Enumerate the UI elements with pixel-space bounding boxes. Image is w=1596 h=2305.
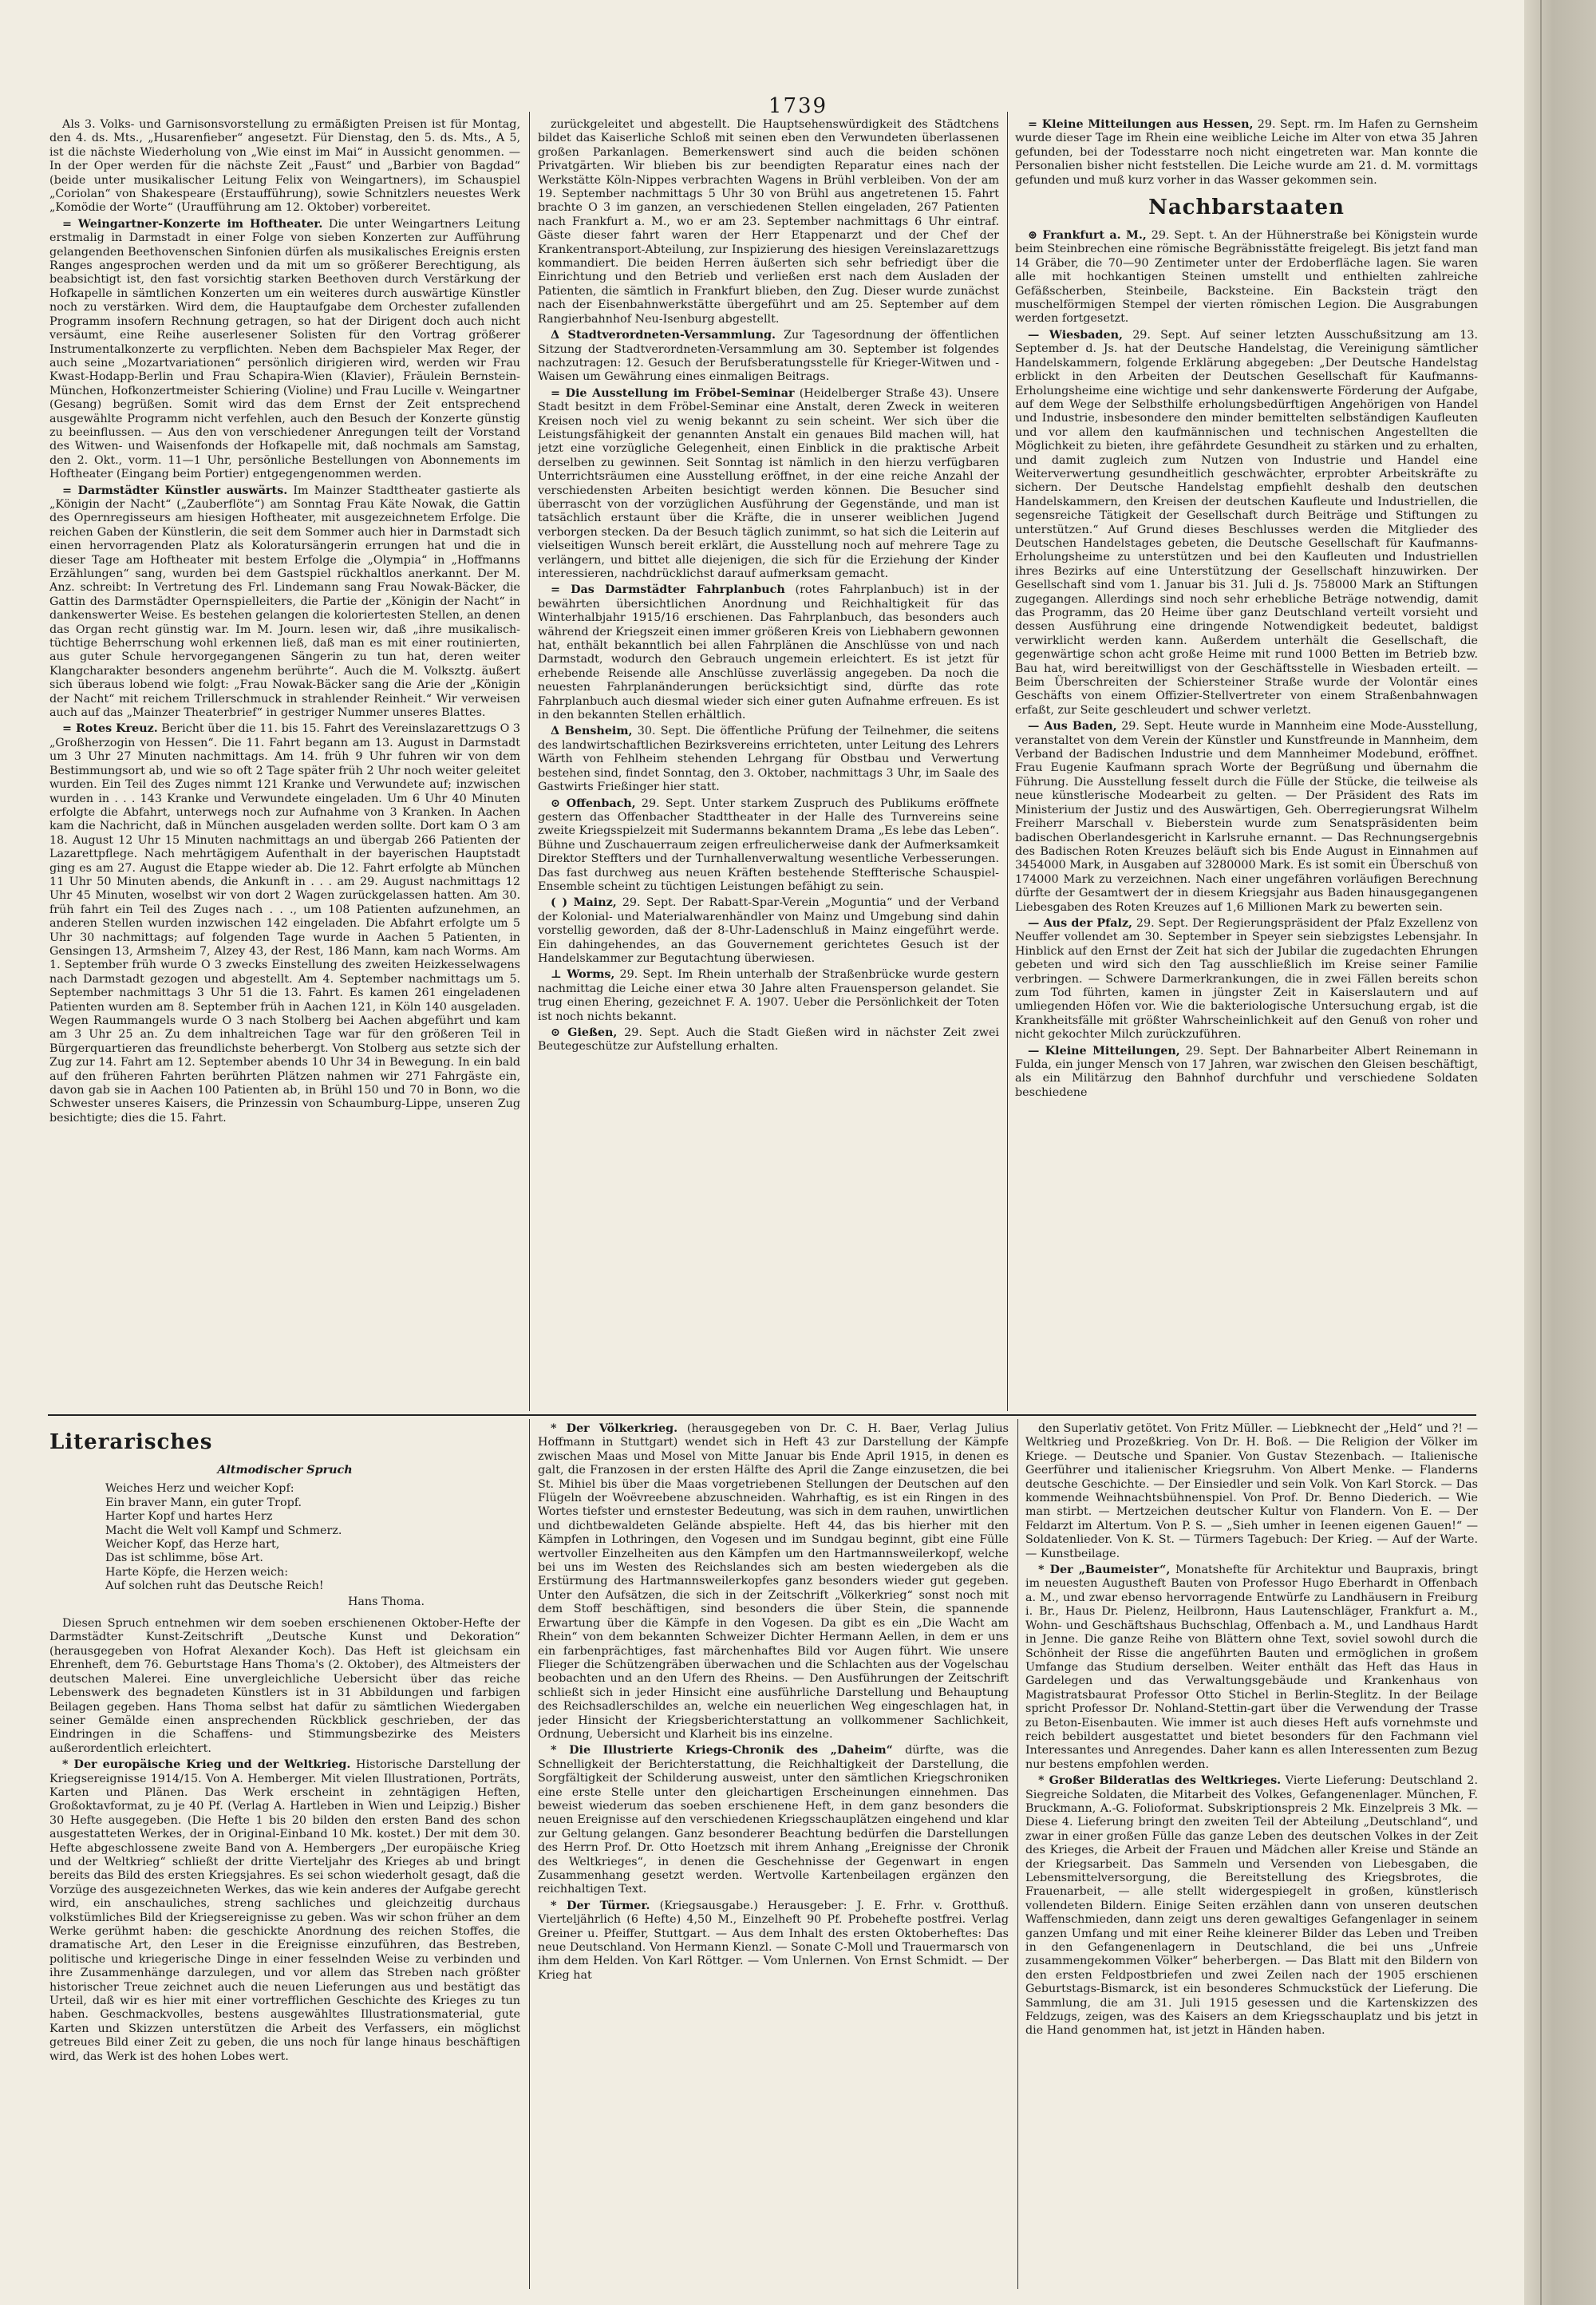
article-paragraph	[538, 1900, 1009, 1983]
article-headline: — Kleine Mitteilungen,	[1028, 1044, 1180, 1058]
article-headline: * Der Türmer.	[551, 1899, 650, 1912]
article-text: Die unter Weingartners Leitung erstmalig in Darmstadt in einer Folge von sieben Konzerten zur Aufführung gelangenden Beethovenschen Sinfonien dürfen als musikalisches Ereignis ersten Ranges angesprochen werden und da mit um so größerer Berechtigung, als beabsichtigt ist, den fast vorsichtig starken Beethoven durch Verstärkung der Hofkapelle in sämtlichen Konzerten um ein weiteres durch auswärtige Künstler noch zu verstärken. Wird dem, die Hauptaufgabe dem Orchester zufallenden Programm insofern Rechnung getragen, so hat der Dirigent doch auch nicht versäumt, eine Reihe auserlesener Solisten für den Vortrag größerer Instrumentalkonzerte zu verpflichten. Neben dem Bachspieler Max Reger, der auch seine „Mozartvariationen“ persönlich dirigieren wird, werden wir Frau Kwast-Hodapp-Berlin und Frau Schapira-Wien (Klavier), Fräulein Bernstein-München, Hofkonzertmeister Schiering (Violine) und Frau Lucille v. Weingartner (Gesang) begrüßen. Somit wird das dem Ernst der Zeit entsprechend ausgewählte Programm nicht verfehlen, auch den Besuch der Konzerte günstig zu beeinflussen. — Aus den von verschiedener Anregungen teilt der Vorstand des Witwen- und Waisenfonds der Hofkapelle mit, daß nochmals am Samstag, den 2. Okt., vorm. 11—1 Uhr, persönliche Bestellungen von Abonnements im Hoftheater (Eingang beim Portier) entgegengenommen werden.	[49, 217, 520, 481]
article-paragraph	[1015, 329, 1478, 718]
article-text: dürfte, was die Schnelligkeit der Berichterstattung, die Reichhaltigkeit der Darstellung, die Sorgfältigkeit der Schilderung ausweist, unter den sämtlichen Kriegschroniken eine erste Stelle unter den gleichartigen Erscheinungen einnehmen. Das beweist wiederum das soeben erschienene Heft, in dem ganz besonders die neuen Ereignisse auf den verschiedenen Kriegsschauplätzen eingehend und klar zur Geltung gelangen. Ganz besonderer Beachtung bedürfen die Darstellungen des Herrn Prof. Dr. Otto Hoetzsch mit ihrem Anhang „Ereignisse der Chronik des Weltkrieges“, in denen die Geschehnisse der Gegenwart in engen Zusammenhang gesetzt werden. Wertvolle Kartenbeilagen ergänzen den reichhaltigen Text.	[538, 1744, 1009, 1896]
article-text: Zur Tagesordnung der öffentlichen Sitzung der Stadtverordneten-Versammlung am 30. September ist folgendes nachzutragen: 12. Gesuch der Berufsberatungsstelle für Krieger-Witwen und -Waisen um Gewährung eines einmaligen Beitrags.	[538, 329, 999, 384]
article-headline: Δ Bensheim,	[551, 725, 633, 738]
poem-line: Das ist schlimme, böse Art.	[105, 1552, 263, 1565]
poem-line: Weicher Kopf, das Herze hart,	[105, 1538, 280, 1552]
column-1	[49, 118, 520, 1411]
article-headline: = Kleine Mitteilungen aus Hessen,	[1028, 118, 1254, 131]
article-paragraph	[49, 118, 520, 215]
article-paragraph	[1025, 1564, 1478, 1772]
article-text: Monatshefte für Architektur und Baupraxis, bringt im neuesten Augustheft Bauten von Professor Hugo Eberhardt in Offenbach a. M., und zwar ebenso hervorragende Entwürfe zu Landhäusern in Freiburg i. Br., Haus Dr. Pielenz, Heilbronn, Haus Lautenschläger, Frankfurt a. M., Wohn- und Geschäftshaus Buchschlag, Offenbach a. M., und Landhaus Hardt in Jenne. Die ganze Reihe von Blättern ohne Text, soviel sowohl durch die Schönheit der Risse die angeführten Bauten und ermöglichen in großem Umfange das Studium derselben. Weiter enthält das Heft das Haus in Gardelegen und das Verwaltungsgebäude und Krankenhaus von Magistratsbaurat Professor Otto Stichel in Berlin-Steglitz. In der Beilage spricht Professor Dr. Nohland-Stettin-gart über die Verwendung der Trasse zu Beton-Eisenbauten. Wie immer ist auch dieses Heft aufs vornehmste und reich bebildert ausgestattet und bietet besonders für den Fachmann viel Interessantes und Anregendes. Daher kann es allen Interessenten zum Bezug nur bestens empfohlen werden.	[1025, 1564, 1478, 1771]
article-headline: * Großer Bilderatlas des Weltkrieges.	[1038, 1774, 1282, 1788]
article-text: zurückgeleitet und abgestellt. Die Hauptsehenswürdigkeit des Städtchens bildet das Kaiserliche Schloß mit seinen eben den Verwundeten überlassenen großen Parkanlagen. Bemerkenswert sind auch die beiden schönen Privatgärten. Wir blieben bis zur beendigten Reparatur eines nach der Werkstätte Köln-Nippes verbrachten Wagens in Brühl verbleiben. Von der am 19. September nachmittags 5 Uhr 30 von Brühl aus angetretenen 15. Fahrt brachte O 3 im ganzen, an verschiedenen Stellen eingeladen, 267 Patienten nach Frankfurt a. M., wo er am 23. September nachmittags 6 Uhr eintraf. Gäste dieser fahrt waren der Herr Etappenarzt und der Chef der Krankentransport-Abteilung, zur Inspizierung des hiesigen Vereinslazarettzugs kommandiert. Die beiden Herren äußerten sich sehr befriedigt über die Einrichtung und den Betrieb und verließen erst nach dem Ausladen der Patienten, die sämtlich in Frankfurt blieben, den Zug. Dieser wurde zunächst nach der Eisenbahnwerkstätte übergeführt und am 25. September auf dem Rangierbahnhof Neu-Isenburg abgestellt.	[538, 118, 999, 326]
article-text: 29. Sept. Der Bahnarbeiter Albert Reinemann in Fulda, ein junger Mensch von 17 Jahren, war zwischen den Gleisen beschäftigt, als ein Militärzug den Bahnhof durchfuhr und verschiedene Soldaten beschiedene	[1015, 1044, 1478, 1099]
article-headline: = Darmstädter Künstler auswärts.	[62, 484, 288, 497]
article-paragraph	[538, 329, 999, 385]
article-text: 29. Sept. t. An der Hühnerstraße bei Königstein wurde beim Steinbrechen eine römische Begräbnisstätte freigelegt. Bis jetzt fand man 14 Gräber, die 70—90 Zentimeter unter der Erdoberfläche lagen. Sie waren alle mit hochkantigen Steinen umstellt und enthielten zahlreiche Gefäßscherben, Steinbeile, Backsteine. Ein Backstein trägt den muschelförmigen Stempel der vierten römischen Legion. Die Ausgrabungen werden fortgesetzt.	[1015, 229, 1478, 326]
article-paragraph	[49, 218, 520, 482]
lower-column-3	[1025, 1422, 1478, 2292]
article-paragraph	[1015, 1045, 1478, 1101]
article-headline: * Der europäische Krieg und der Weltkrieg.	[62, 1758, 351, 1772]
article-headline: ⊙ Offenbach,	[551, 797, 636, 810]
poem-line: Ein braver Mann, ein guter Tropf.	[105, 1496, 302, 1509]
article-text: (Kriegsausgabe.) Herausgeber: J. E. Frhr. v. Grotthuß. Vierteljährlich (6 Hefte) 4,50 M., Einzelheft 90 Pf. Probehefte postfrei. Verlag Greiner u. Pfeiffer, Stuttgart. — Aus dem Inhalt des ersten Oktoberheftes: Das neue Deutschland. Von Hermann Kienzl. — Sonate C-Moll und Trauermarsch von ihm dem Helden. Von Karl Röttger. — Vom Unlernen. Von Ernst Schmidt. — Der Krieg hat	[538, 1899, 1009, 1982]
article-paragraph	[1015, 720, 1478, 915]
column-rule	[1007, 112, 1008, 1411]
article-text: 29. Sept. Der Regierungspräsident der Pfalz Exzellenz von Neuffer vollendet am 30. September in Speyer sein siebzigstes Lebensjahr. In Hinblick auf den Ernst der Zeit hat sich der Jubilar die zugedachten Ehrungen gebeten und wird sich den Tag ausschließlich im Kreise seiner Familie verbringen. — Schwere Darmerkrankungen, die in zwei Fällen bereits schon zum Tod führten, kamen in jüngster Zeit in Kaiserslautern und auf umliegenden Höfen vor. Wie die bakteriologische Untersuchung ergab, ist die Krankheitsfälle mit größter Wahrscheinlichkeit auf den Genuß von roher und nicht gekochter Milch zurückzuführen.	[1015, 916, 1478, 1042]
page-number: 1739	[768, 94, 828, 118]
article-headline: Δ Stadtverordneten-Versammlung.	[551, 329, 776, 342]
article-text: 29. Sept. Der Rabatt-Spar-Verein „Moguntia“ und der Verband der Kolonial- und Materialwarenhändler von Mainz und Umgebung sind dahin vorstellig geworden, daß der 8-Uhr-Ladenschluß in Mainz eingeführt werde. Ein dahingehendes, an das Gouvernement gerichtetes Gesuch ist der Handelskammer zur Begutachtung überwiesen.	[538, 896, 999, 965]
article-text: den Superlativ getötet. Von Fritz Müller. — Liebknecht der „Held“ und ?! — Weltkrieg und Prozeßkrieg. Von Dr. H. Boß. — Die Religion der Völker im Kriege. — Deutsche und Spanier. Von Gustav Stezenbach. — Italienische Geerführer und italienischer Kriegsruhm. Von Albert Menke. — Flanderns deutsche Geschichte. — Der Einsiedler und sein Volk. Von Karl Storck. — Das kommende Weihnachtsbühnenspiel. Von Prof. Dr. Benno Diederich. — Wie man stirbt. — Mertzeichen deutscher Kultur von Flandern. Von E. — Der Feldarzt im Altertum. Von P. S. — „Sieh umher in Ieenen eigenen Gauen!“ — Soldatenlieder. Von K. St. — Türmers Tagebuch: Der Krieg. — Auf der Warte. — Kunstbeilage.	[1025, 1422, 1478, 1560]
article-paragraph	[538, 118, 999, 326]
section-title-literarisches: Literarisches	[49, 1430, 213, 1454]
article-text: (rotes Fahrplanbuch) ist in der bewährten übersichtlichen Anordnung und Reichhaltigkeit für das Winterhalbjahr 1915/16 erschienen. Das Fahrplanbuch, das besonders auch während der Kriegszeit einen immer größeren Kreis von Liebhabern gewonnen hat, enthält bekanntlich bei allen Fahrplänen die Anschlüsse von und nach Darmstadt, wodurch den Gebrauch ungemein erleichtert. Es ist jetzt für erhebende Reisende alle Anschlüsse zuverlässig angegeben. Da noch die neuesten Fahrplanänderungen berücksichtigt sind, dürfte das rote Fahrplanbuch auch diesmal wieder sich einer guten Aufnahme erfreuen. Es ist in den bekannten Stellen erhältlich.	[538, 583, 999, 722]
lower-column-2	[538, 1422, 1009, 2292]
article-paragraph	[49, 722, 520, 1125]
poem-line: Macht die Welt voll Kampf und Schmerz.	[105, 1524, 342, 1537]
article-headline: * Der „Baumeister“,	[1038, 1564, 1171, 1577]
article-paragraph	[1015, 118, 1478, 188]
article-text: (herausgegeben von Dr. C. H. Baer, Verlag Julius Hoffmann in Stuttgart) wendet sich in Heft 43 zur Darstellung der Kämpfe zwischen Maas und Mosel von Mitte Januar bis Ende April 1915, in denen es galt, die Franzosen in der ersten Hälfte des April die Zange einzusetzen, die bei St. Mihiel bis über die Maas vorgetriebenen Stellungen der Deutschen auf den Flügeln der Woëvreebene abzuschneiden. Wahrhaftig, es ist ein Ringen in des Wortes tiefster und ernstester Bedeutung, was sich in dem rauhen, unwirtlichen und dichtbewaldeten Gelände abspielte. Heft 44, das bis hierher mit den Kämpfen in Lothringen, den Vogesen und im Sundgau beginnt, gibt eine Fülle wertvoller Einzelheiten aus den Kämpfen um den Hartmannsweilerkopf, welche bei uns im Westen des Reichslandes sich am besten wiedergeben als die Erstürmung des Hartmannsweilerkopfes ganz besonders wieder gut gegeben. Unter den Aufsätzen, die sich in der Zeitschrift „Völkerkrieg“ sonst noch mit dem Stoff beschäftigen, sind besonders die über Stein, die spannende Erwartung über die Kämpfe in den Vogesen. Da gibt es ein „Die Wacht am Rhein“ von dem bekannten Schweizer Dichter Hermann Aellen, in dem er uns ein farbenprächtiges, fast märchenhaftes Bild vor Augen führt. Wie unsere Flieger die Schützengräben überwachen und die Schlachten aus der Vogelschau beobachten und an den Ufern des Rheins. — Den Ausführungen der Zeitschrift schließt sich in jeder Hinsicht eine ausführliche Darstellung und Behauptung des Reichsadlerschildes an, welche ein neuerlichen Weg eingeschlagen hat, in jeder Hinsicht der Kriegsberichterstattung an vollkommener Sachlichkeit, Ordnung, Uebersicht und Klarheit bis ins einzelne.	[538, 1422, 1009, 1741]
article-paragraph	[538, 797, 999, 895]
article-text: Vierte Lieferung: Deutschland 2. Siegreiche Soldaten, die Mitarbeit des Volkes, Gefangenenlager. München, F. Bruckmann, A.-G. Folioformat. Subskriptionspreis 2 Mk. Einzelpreis 3 Mk. — Diese 4. Lieferung bringt den zweiten Teil der Abteilung „Deutschland“, und zwar in einer großen Fülle das ganze Leben des deutschen Volkes in der Zeit des Krieges, die Arbeit der Frauen und Mädchen aller Kreise und Stände an der Kriegsarbeit. Das Sammeln und Versenden von Liebesgaben, die Lebensmittelversorgung, die Bereitstellung des Kriegsbrotes, die Frauenarbeit, — alle stellt widergespiegelt in großen, künstlerisch vollendeten Bildern. Einige Seiten erzählen dann von unseren deutschen Waffenschmieden, dann zeigt uns deren gewaltiges Gefangenlager in seinem ganzen Umfang und mit einer Reihe kleinerer Bilder das Leben und Treiben in den Gefangenenlagern in Deutschland, die bei uns „Unfreie zusammengekommen Völker“ beherbergen. — Das Blatt mit den Bildern von den ersten Feldpostbriefen und zwei Zeilen nach der 1905 erschienen Geburtstags-Bismarck, ist ein besonderes Schmuckstück der Lieferung. Die Sammlung, die am 31. Juli 1915 gesessen und die Kartenskizzen des Feldzugs, zeigen, was des Kaisers an dem Kriegsschauplatz und bis jetzt in die Hand genommen hat, ist jetzt in Händen haben.	[1025, 1774, 1478, 2038]
article-headline: * Die Illustrierte Kriegs-Chronik des „Daheim“	[551, 1744, 893, 1757]
column-rule	[529, 1419, 530, 2289]
poem-line: Weiches Herz und weicher Kopf:	[105, 1482, 294, 1496]
article-paragraph	[1015, 229, 1478, 326]
article-headline: ⊥ Worms,	[551, 968, 615, 982]
article-paragraph	[1025, 1422, 1478, 1561]
article-paragraph	[538, 968, 999, 1024]
article-headline: = Rotes Kreuz.	[62, 722, 158, 736]
article-headline: * Der Völkerkrieg.	[551, 1422, 678, 1435]
article-paragraph	[538, 1026, 999, 1054]
column-3	[1015, 118, 1478, 1411]
article-text: Historische Darstellung der Kriegsereignisse 1914/15. Von A. Hemberger. Mit vielen Illustrationen, Porträts, Karten und Plänen. Das Werk erscheint in zehntägigen Heften, Großoktavformat, zu je 40 Pf. (Verlag A. Hartleben in Wien und Leipzig.) Bisher 30 Hefte ausgegeben. (Die Hefte 1 bis 20 bilden den ersten Band des schon ausgestatteten Werkes, der in Original-Einband 10 Mk. kostet.) Der mit dem 30. Hefte abgeschlossene zweite Band von A. Hembergers „Der europäische Krieg und der Weltkrieg“ schließt der dritte Vierteljahr des Krieges ab und bringt bereits das Bild des ersten Kriegsjahres. Es sei schon wiederholt gesagt, daß die Vorzüge des ausgezeichneten Werkes, das wie kein anderes der Aufgabe gerecht wird, ein anschauliches, streng sachliches und gleichzeitig durchaus volkstümliches Bild der Kriegsereignisse zu geben. Was wir schon früher an dem Werke gerühmt haben: die geschickte Anordnung des reichen Stoffes, die dramatische Art, den Leser in die Ereignisse einzuführen, das Bestreben, politische und kriegerische Dinge in einer fesselnden Weise zu verbinden und ihre Zusammenhänge darzulegen, und vor allem das Streben nach größter historischer Treue zeichnet auch die neuen Lieferungen aus und bestätigt das Urteil, daß wir es hier mit einer vortrefflichen Geschichte des Krieges zu tun haben. Geschmackvolles, bestens ausgewähltes Illustrationsmaterial, gute Karten und Skizzen unterstützen die Arbeit des Verfassers, ein möglichst getreues Bild einer Zeit zu geben, die uns noch für lange hinaus beschäftigen wird, das Werk ist des hohen Lobes wert.	[49, 1758, 520, 2063]
article-paragraph	[538, 896, 999, 966]
column-rule	[529, 112, 530, 1411]
poem	[49, 1482, 520, 1593]
article-headline: ⊛ Frankfurt a. M.,	[1028, 229, 1147, 243]
article-headline: — Wiesbaden,	[1028, 328, 1124, 342]
lower-column-1	[49, 1422, 520, 2292]
article-text: (Heidelberger Straße 43). Unsere Stadt besitzt in dem Fröbel-Seminar eine Anstalt, deren Zweck in weiteren Kreisen noch viel zu wenig bekannt zu sein scheint. Wer sich über die Leistungsfähigkeit der genannten Anstalt ein genaues Bild machen will, hat jetzt eine vorzügliche Gelegenheit, einen Einblick in die praktische Arbeit derselben zu gewinnen. Seit Sonntag ist nämlich in den hierzu verfügbaren Unterrichtsräumen eine Ausstellung eröffnet, in der eine reiche Anzahl der verschiedensten Arbeiten besichtigt werden können. Die Besucher sind überrascht von der vorzüglichen Ausführung der Gegenstände, und man ist tatsächlich erstaunt über die Kräfte, die in unserer weiblichen Jugend verborgen stecken. Da der Besuch täglich zunimmt, so hat sich die Leiterin auf vielseitigen Wunsch bereit erklärt, die Ausstellung noch auf mehrere Tage zu verlängern, und bittet alle diejenigen, die sich für die Erziehung der Kinder interessieren, nachdrücklichst darauf aufmerksam gemacht.	[538, 386, 999, 580]
poem-author: Hans Thoma.	[347, 1595, 425, 1608]
article-paragraph	[538, 1744, 1009, 1896]
poem-line: Harte Köpfe, die Herzen weich:	[105, 1565, 289, 1579]
article-text: 30. Sept. Die öffentliche Prüfung der Teilnehmer, die seitens des landwirtschaftlichen Bezirksvereins errichteten, unter Leitung des Lehrers Wärth von Fehlheim stehenden Lehrgang für Obstbau und Verwertung bestehen sind, findet Sonntag, den 3. Oktober, nachmittags 3 Uhr, im Saale des Gastwirts Frießinger hier statt.	[538, 725, 999, 794]
article-paragraph	[1025, 1774, 1478, 2038]
article-text: 29. Sept. Heute wurde in Mannheim eine Mode-Ausstellung, veranstaltet von dem Verein der Künstler und Kunstfreunde in Mannheim, dem Verband der Badischen Industrie und dem Mannheimer Modebund, eröffnet. Frau Eugenie Kaufmann sprach Worte der Begrüßung und übernahm die Führung. Die Ausstellung fesselt durch die Fülle der Stücke, die teilweise als neue künstlerische Modearbeit zu gelten. — Der Präsident des Rats im Ministerium der Justiz und des Auswärtigen, Geh. Oberregierungsrat Wilhelm Freiherr Marschall v. Bieberstein wurde zum Senatspräsidenten beim badischen Oberlandesgericht in Karlsruhe ernannt. — Das Rechnungsergebnis des Badischen Roten Kreuzes beläuft sich bis Ende August in Einnahmen auf 3454000 Mark, in Ausgaben auf 3280000 Mark. Es ist somit ein Überschuß von 174000 Mark zu verzeichnen. Nach einer ungefähren vorläufigen Berechnung dürfte der Gesamtwert der in diesem Kriegsjahr aus Baden hinausgegangenen Liebesgaben des Roten Kreuzes auf 1,6 Millionen Mark zu bewerten sein.	[1015, 720, 1478, 914]
section-rule	[48, 1414, 1476, 1416]
article-headline: — Aus der Pfalz,	[1028, 916, 1133, 930]
article-paragraph	[49, 1617, 520, 1756]
article-paragraph	[538, 387, 999, 582]
article-headline: ( ) Mainz,	[551, 896, 617, 910]
article-text: 29. Sept. Im Rhein unterhalb der Straßenbrücke wurde gestern nachmittag die Leiche einer etwa 30 Jahre alten Frauensperson gelandet. Sie trug einen Ehering, gezeichnet F. A. 1907. Ueber die Persönlichkeit der Toten ist noch nichts bekannt.	[538, 968, 999, 1023]
article-paragraph	[538, 725, 999, 794]
article-text: 29. Sept. rm. Im Hafen zu Gernsheim wurde dieser Tage im Rhein eine weibliche Leiche im Alter von etwa 35 Jahren gefunden, bei der Todesstarre noch nicht eingetreten war. Man konnte die Personalien bisher nicht feststellen. Die Leiche wurde am 21. d. M. vormittags gefunden und muß kurz vorher in das Wasser gekommen sein.	[1015, 118, 1478, 187]
article-paragraph	[538, 583, 999, 722]
article-text: 29. Sept. Auch die Stadt Gießen wird in nächster Zeit zwei Beutegeschütze zur Aufstellung erhalten.	[538, 1026, 999, 1054]
article-text: Im Mainzer Stadttheater gastierte als „Königin der Nacht“ („Zauberflöte“) am Sonntag Frau Käte Nowak, die Gattin des Opernregisseurs am hiesigen Hoftheater, mit ausgezeichnetem Erfolge. Die reichen Gaben der Künstlerin, die seit dem Sommer auch hier in Darmstadt sich einen hervorragenden Platz als Koloratursängerin errungen hat und die in dieser Tage am Hoftheater mit bestem Erfolge die „Olympia“ in „Hoffmanns Erzählungen“ sang, wurden bei dem Gastspiel rückhaltlos anerkannt. Der M. Anz. schreibt: In Vertretung des Frl. Lindemann sang Frau Nowak-Bäcker, die Gattin des Darmstädter Opernspielleiters, die Partie der „Königin der Nacht“ in dankenswerter Weise. Es bestehen gelangen die koloriertesten Stellen, an denen das Organ recht günstig war. Im M. Journ. lesen wir, daß „ihre musikalisch-tüchtige Beherrschung wohl erkennen ließ, daß man es mit einer routinierten, aus guter Schule hervorgegangenen Sängerin zu tun hat, deren weiter Klangcharakter besonders angenehm berührte“. Auch die M. Volksztg. äußert sich überaus lobend wie folgt: „Frau Nowak-Bäcker sang die Arie der „Königin der Nacht“ mit reichem Trillerschmuck in strahlender Reinheit.“ Wir verweisen auch auf das „Mainzer Theaterbrief“ in gestriger Nummer unseres Blattes.	[49, 484, 520, 720]
article-text: 29. Sept. Unter starkem Zuspruch des Publikums eröffnete gestern das Offenbacher Stadttheater in der Halle des Turnvereins seine zweite Kriegsspielzeit mit Sudermanns bekanntem Drama „Es lebe das Leben“. Bühne und Zuschauerraum zeigen erfreulicherweise dank der Aufmerksamkeit Direktor Steffters und der Turnhallenverwaltung wesentliche Verbesserungen. Das fast durchweg aus neuen Kräften bestehende Steffterische Schauspiel-Ensemble scheint zu tüchtigen Leistungen befähigt zu sein.	[538, 797, 999, 893]
article-text: Als 3. Volks- und Garnisonsvorstellung zu ermäßigten Preisen ist für Montag, den 4. ds. Mts., „Husarenfieber“ angesetzt. Für Dienstag, den 5. ds. Mts., A 5, ist die nächste Wiederholung von „Wie einst im Mai“ in Aussicht genommen. — In der Oper werden für die nächste Zeit „Faust“ und „Barbier von Bagdad“ (beide unter musikalischer Leitung Felix von Weingartners), im Schauspiel „Coriolan“ von Shakespeare (Erstaufführung), sowie Schnitzlers neuestes Werk „Komödie der Worte“ (Uraufführung am 12. Oktober) vorbereitet.	[49, 118, 520, 215]
article-headline: ⊙ Gießen,	[551, 1026, 618, 1039]
poem-title: Altmodischer Spruch	[217, 1464, 353, 1477]
article-headline: = Weingartner-Konzerte im Hoftheater.	[62, 217, 323, 231]
article-headline: = Das Darmstädter Fahrplanbuch	[551, 583, 785, 597]
article-text: Bericht über die 11. bis 15. Fahrt des Vereinslazarettzugs O 3 „Großherzogin von Hessen“. Die 11. Fahrt begann am 13. August in Darmstadt um 3 Uhr 27 Minuten nachmittags. Am 14. früh 9 Uhr fuhren wir von dem Bestimmungsort ab, und wie so oft 2 Tage später früh 2 Uhr noch weiter geleitet wurden. Ein Teil des Zuges nimmt 121 Kranke und Verwundete auf; inzwischen wurden in . . . 143 Kranke und Verwundete eingeladen. Um 6 Uhr 40 Minuten erfolgte die Abfahrt, unterwegs noch zur Aufnahme von 3 Kranken. In Aachen kam die Nachricht, daß in München ausgeladen werden sollte. Dort kam O 3 am 18. August 12 Uhr 15 Minuten nachmittags an und übergab 266 Patienten der Lazarettpflege. Nach mehrtägigem Aufenthalt in der bayerischen Hauptstadt ging es am 27. August die Etappe wieder ab. Die 12. Fahrt erfolgte ab München 11 Uhr 50 Minuten abends, die Ankunft in . . . am 29. August nachmittags 12 Uhr 45 Minuten, woselbst wir von dort 2 Wagen zurückgelassen hatten. Am 30. früh fahrt ein Teil des Zuges nach . . ., um 108 Patienten aufzunehmen, an anderen Stellen wurden inzwischen 142 eingeladen. Die Abfahrt erfolgte um 5 Uhr 30 nachmittags; auf folgenden Tage wurde in Aachen 5 Patienten, in Gensingen 13, Armsheim 7, Alzey 43, der Rest, 186 Mann, kam nach Worms. Am 1. September früh wurde O 3 zwecks Einstellung des zweiten Heizkesselwagens nach Darmstadt gezogen und abgestellt. Am 4. September nachmittags um 5. September nachmittags 3 Uhr 51 die 13. Fahrt. Es kamen 261 eingeladenen Patienten wurden am 8. September früh in Aachen 121, in Köln 140 ausgeladen. Wegen Raummangels wurde O 3 nach Stolberg bei Aachen abgeführt und kam am 3 Uhr 25 an. Zu dem inhaltreichen Tage war für den größeren Teil in Bürgerquartieren das freundlichste beherbergt. Von Stolberg aus setzte sich der Zug zur 14. Fahrt am 12. September abends 10 Uhr 34 in Bewegung. In ein bald auf den früheren Fahrten berührten Plätzen nahmen wir 271 Fahrgäste ein, davon gab sie in Aachen 100 Patienten ab, in Brühl 150 und 70 in Bonn, wo die Schwester unseres Kaisers, die Prinzessin von Schaumburg-Lippe, unseren Zug besichtigte; dies die 15. Fahrt.	[49, 722, 520, 1125]
article-paragraph	[1015, 917, 1478, 1042]
article-paragraph	[49, 484, 520, 721]
article-text: Diesen Spruch entnehmen wir dem soeben erschienenen Oktober-Hefte der Darmstädter Kunst-Zeitschrift „Deutsche Kunst und Dekoration“ (herausgegeben von Hofrat Alexander Koch). Das Heft ist gleichsam ein Ehrenheft, dem 76. Geburtstage Hans Thoma's (2. Oktober), des Altmeisters der deutschen Malerei. Eine unvergleichliche Uebersicht über das reiche Lebenswerk des begnadeten Künstlers ist in 31 Abbildungen und farbigen Beilagen gegeben. Hans Thoma selbst hat dafür zu sämtlichen Wiedergaben seiner Gemälde einen ansprechenden Rückblick geschrieben, der das Eindringen in die Schaffens- und Stimmungsbezirke des Meisters außerordentlich erleichtert.	[49, 1617, 520, 1755]
article-paragraph	[538, 1422, 1009, 1742]
article-headline: — Aus Baden,	[1028, 720, 1117, 733]
poem-line: Harter Kopf und hartes Herz	[105, 1510, 273, 1524]
poem-line: Auf solchen ruht das Deutsche Reich!	[105, 1579, 324, 1593]
binding-margin	[1524, 0, 1596, 2305]
column-rule	[1017, 1419, 1018, 2289]
column-2	[538, 118, 999, 1411]
article-paragraph	[49, 1758, 520, 2064]
article-text: 29. Sept. Auf seiner letzten Ausschußsitzung am 13. September d. Js. hat der Deutsche Handelstag, die Vereinigung sämtlicher Handelskammern, folgende Erklärung abgegeben: „Der Deutsche Handelstag erblickt in den Arbeiten der Deutschen Gesellschaft für Kaufmanns-Erholungsheime eine wichtige und sehr dankenswerte Förderung der Aufgabe, auf dem Wege der Selbsthilfe erholungsbedürftigen Angehörigen von Handel und Industrie, insbesondere den minder bemittelten selbständigen Kaufleuten und vor allem den kaufmännischen und technischen Angestellten die Möglichkeit zu bieten, ihre gefährdete Gesundheit zu stärken und zu erhalten, und damit zugleich zum Nutzen von Industrie und Handel eine Weiterverwertung gesundheitlich geschwächter, erprobter Arbeitskräfte zu sichern. Der Deutsche Handelstag empfiehlt deshalb den deutschen Handelskammern, den Kreisen der deutschen Kaufleute und Industriellen, die segensreiche Tätigkeit der Gesellschaft durch Beiträge und Stiftungen zu unterstützen.“ Auf Grund dieses Beschlusses werden die Mitglieder des Deutschen Handelstages gebeten, die Deutsche Gesellschaft für Kaufmanns-Erholungsheime zu unterstützen und bei den Kaufleuten und Industriellen ihres Bezirks auf eine Unterstützung der Gesellschaft hinzuwirken. Der Gesellschaft sind vom 1. Januar bis 31. Juli d. Js. 758000 Mark an Stiftungen zugegangen. Allerdings sind noch sehr erhebliche Beträge notwendig, damit das Programm, das 20 Heime über ganz Deutschland verteilt vorsieht und dessen Ausführung eine dringende Notwendigkeit bedeutet, baldigst verwirklicht werden kann. Außerdem unterhält die Gesellschaft, die gegenwärtige schon acht große Heime mit rund 1000 Betten im Betrieb bzw. Bau hat, wird bereitwilligst von der Geschäftsstelle in Wiesbaden erteilt. — Beim Überschreiten der Schiersteiner Straße wurde der Volontär eines Geschäfts von einem Offizier-Stellvertreter von einem Straßenbahnwagen erfaßt, zur Seite geschleudert und schwer verletzt.	[1015, 328, 1478, 717]
article-headline: = Die Ausstellung im Fröbel-Seminar	[551, 386, 795, 400]
section-title-nachbarstaaten: Nachbarstaaten	[1148, 196, 1345, 220]
